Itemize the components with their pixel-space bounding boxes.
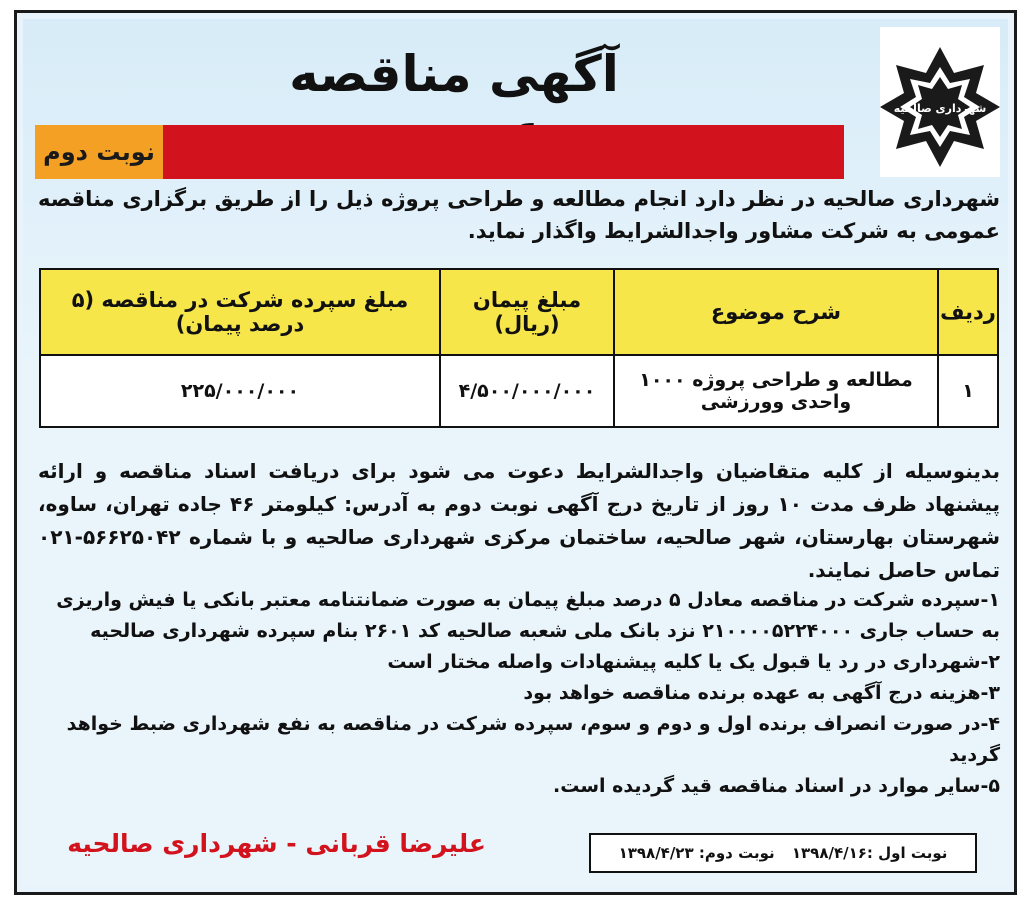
publication-dates [589,833,977,873]
cell-row-number: ۱ [938,355,998,427]
invitation-paragraph: بدینوسیله از کلیه متقاضیان واجدالشرایط دعوت می شود برای دریافت اسناد مناقصه و ارائه پیشنهاد ظرف مدت ۱۰ روز از تاریخ درج آگهی نوبت دوم به آدرس: کیلومتر ۴۶ جاده تهران، ساوه، شهرستان بهارستان، شهر صالحیه، ساختمان مرکزی شهرداری صالحیه و با شماره ۵۶۶۲۵۰۴۲-۰۲۱ تماس حاصل نمایند. [38,459,1000,582]
header-deposit: مبلغ سپرده شرکت در مناقصه (۵ درصد پیمان) [40,269,440,355]
signature: علیرضا قربانی - شهرداری صالحیه [67,829,486,858]
municipality-logo [880,27,1000,177]
header-description: شرح موضوع [614,269,938,355]
page-title: آگهی مناقصه [289,45,619,103]
second-round-date: نوبت دوم: ۱۳۹۸/۴/۲۳ [618,844,775,862]
cell-description: مطالعه و طراحی پروژه ۱۰۰۰ واحدی وورزشی [614,355,938,427]
round-badge: نوبت دوم [35,125,163,179]
cell-deposit: ۲۲۵/۰۰۰/۰۰۰ [40,355,440,427]
intro-paragraph: شهرداری صالحیه در نظر دارد انجام مطالعه و طراحی پروژه ذیل را از طریق برگزاری مناقصه عمومی به شرکت مشاور واجدالشرایط واگذار نماید. [38,187,1000,243]
list-item: ۴-در صورت انصراف برنده اول و دوم و سوم، سپرده شرکت در مناقصه به نفع شهرداری ضبط خواهد گردید [66,713,1000,766]
cell-contract-amount: ۴/۵۰۰/۰۰۰/۰۰۰ [440,355,614,427]
table-header-row [40,269,998,355]
title-banner-bar [162,125,844,179]
first-round-date: نوبت اول :۱۳۹۸/۴/۱۶ [791,844,948,862]
list-item: ۱-سپرده شرکت در مناقصه معادل ۵ درصد مبلغ پیمان به صورت ضمانتنامه معتبر بانکی یا فیش واریزی به حساب جاری ۲۱۰۰۰۰۵۲۲۴۰۰۰ نزد بانک ملی شعبه صالحیه کد ۲۶۰۱ بنام سپرده شهرداری صالحیه [56,589,1000,642]
advertisement-frame [14,10,1017,895]
list-item: ۳-هزینه درج آگهی به عهده برنده مناقصه خواهد بود [523,682,1000,704]
list-item: ۵-سایر موارد در اسناد مناقصه قید گردیده است. [553,775,1000,797]
table-row [40,355,998,427]
star-emblem-icon [880,27,1000,177]
conditions-list [38,585,1000,802]
header-contract-amount: مبلغ پیمان (ریال) [440,269,614,355]
tender-table [39,268,999,428]
list-item: ۲-شهرداری در رد یا قبول یک یا کلیه پیشنهادات واصله مختار است [387,651,1000,673]
logo-text: شهرداری صالحیه [893,102,987,115]
header-row-number: ردیف [938,269,998,355]
